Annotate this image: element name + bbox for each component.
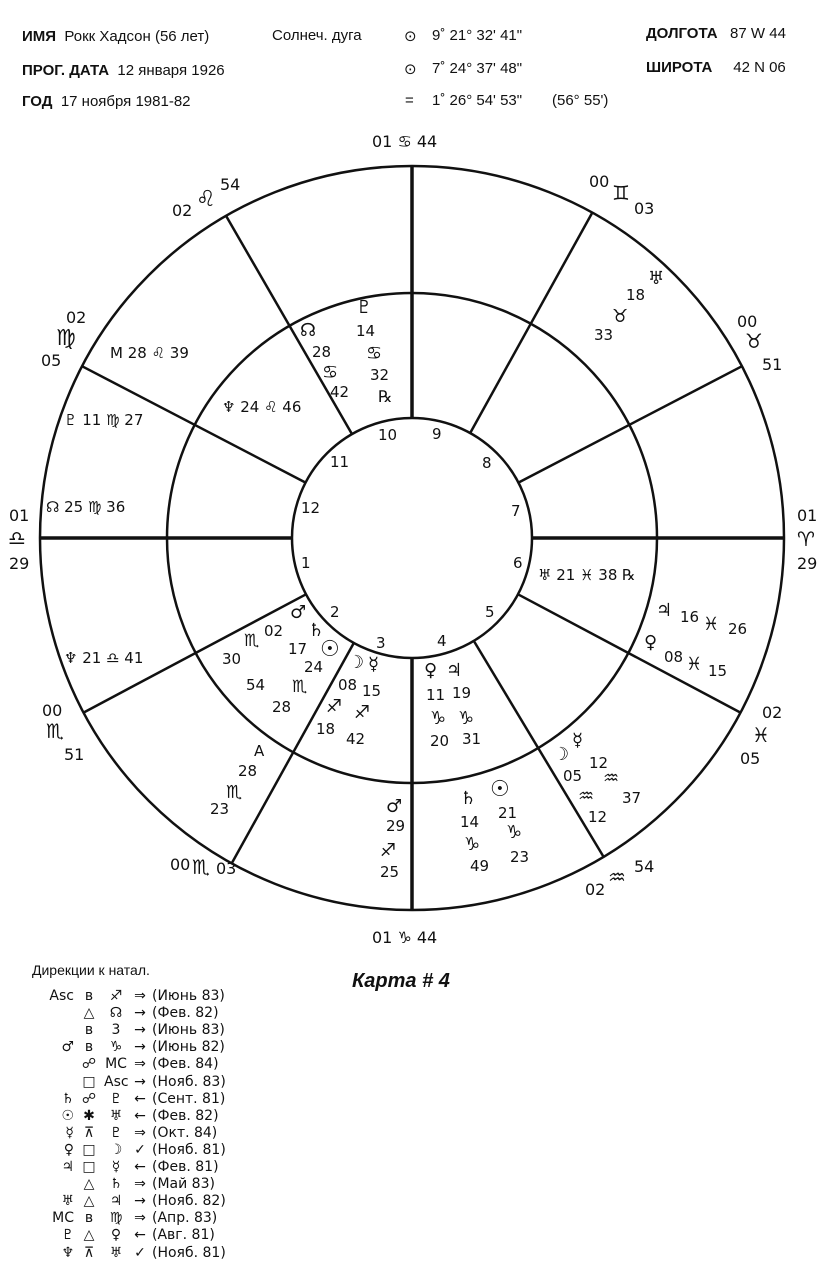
house-number-3: 3 [376,634,386,652]
outer-moon-degree: 05 [563,767,583,785]
outer-jupiter-sign-icon: ♓ [703,614,720,635]
direction-arrow: ← [134,1227,146,1244]
cusp-6-degree: 02 [762,703,783,722]
direction-aspect: ✱ [83,1107,95,1124]
direction-date: (Июнь 82) [152,1039,225,1056]
outer-sun-minute: 23 [510,848,530,866]
direction-arrow: ⇒ [134,1176,146,1193]
outer-taurus-icon: ♉ [612,306,629,327]
direction-target: ♅ [109,1244,123,1261]
natal-capricorn-icon-2: ♑ [458,708,475,729]
name-value: Рокк Хадсон (56 лет) [64,28,210,45]
cusp-line [470,213,592,433]
cusp-1-minute: 29 [9,554,30,573]
direction-planet: Asc [49,988,74,1004]
outer-sun-icon: ☉ [490,777,510,802]
cusp-8-sign-icon: ♉ [745,329,763,353]
inner-circle [292,418,532,658]
cusp-11-minute: 54 [220,175,241,194]
house-number-5: 5 [485,603,495,621]
direction-date: (Окт. 84) [152,1124,218,1141]
direction-target: ☽ [109,1141,123,1158]
direction-row [30,1142,226,1158]
outer-saturn-icon: ♄ [460,788,477,809]
direction-target: 3 [111,1022,121,1039]
direction-date: (Авг. 81) [152,1227,215,1244]
outer-venus-degree: 08 [664,648,684,666]
outer-asc-degree: 28 [238,762,258,780]
natal-pluto-retrograde: ℞ [378,387,393,406]
cusp-line [518,594,741,712]
outer-mars-minute: 25 [380,863,400,881]
direction-row [30,1056,219,1072]
house-number-11: 11 [330,453,350,471]
house-number-4: 4 [437,632,447,650]
cusp-8-degree: 00 [737,312,758,331]
natal-sagittarius-minute-2: 42 [346,730,366,748]
natal-pluto-sign-icon: ♋ [366,343,383,364]
cusp-11-sign-icon: ♌ [196,187,216,212]
natal-sagittarius-icon-2: ♐ [354,702,371,723]
cusp-7-degree: 01 [797,506,818,525]
direction-date: (Фев. 81) [152,1159,219,1175]
natal-uranus: ♅ 21 ♓ 38 ℞ [538,566,636,584]
middle-ring-planets [222,297,636,750]
prog-date-value: 12 января 1926 [117,62,225,79]
outer-saturn-minute: 49 [470,857,490,875]
cusp-11-degree: 02 [172,201,193,220]
direction-planet: ♂ [61,1039,74,1056]
direction-aspect: ☍ [81,1090,97,1107]
outer-ring-planets [46,268,747,881]
natal-scorpio-degree-2: 54 [246,676,266,694]
directions-title: Дирекции к натал. [32,962,150,978]
direction-aspect: ⊼ [83,1244,95,1261]
direction-date: (Фев. 82) [152,1005,219,1022]
direction-aspect: △ [83,1227,95,1244]
outer-asc-sign-icon: ♏ [226,782,243,803]
outer-mars-degree: 29 [386,817,406,835]
outer-mars-sign-icon: ♐ [380,840,397,861]
direction-date: (Фев. 84) [152,1056,219,1073]
natal-scorpio-degree: 30 [222,650,242,668]
direction-target: ☊ [109,1005,123,1022]
direction-target: ♍ [109,1210,123,1227]
outer-moon-icon: ☽ [553,744,570,765]
direction-row [30,1176,215,1192]
natal-mars-degree: 02 [264,622,284,640]
cusp-8-minute: 51 [762,355,783,374]
natal-venus-icon: ♀ [424,660,438,681]
house-number-7: 7 [511,502,521,520]
cusp-6-minute: 05 [740,749,761,768]
cusp-9-degree: 00 [589,172,610,191]
outer-venus-sign-icon: ♓ [686,654,703,675]
direction-planet: ♅ [61,1193,74,1210]
direction-planet: ♇ [61,1227,74,1244]
natal-sun-icon: ☉ [320,637,340,662]
cusp-9-minute: 03 [634,199,655,218]
natal-node-minute: 42 [330,383,350,401]
direction-target: Asc [104,1073,129,1090]
cusp-1-sign-icon: ♎ [8,526,26,550]
direction-target: ♇ [109,1090,123,1107]
house-number-12: 12 [301,499,321,517]
cusp-5-sign-icon: ♒ [608,865,626,889]
direction-date: (Май 83) [152,1176,215,1193]
year-value: 17 ноября 1981-82 [60,93,191,110]
outer-neptune: ♆ 21 ♎ 41 [64,649,144,667]
cusp-12-sign-icon: ♍ [56,326,76,351]
cusp-6-sign-icon: ♓ [752,723,770,747]
outer-jupiter-icon: ♃ [656,600,673,621]
outer-jupiter-minute: 26 [728,620,748,638]
equals-sign: = [405,92,414,109]
direction-row [30,1245,226,1261]
direction-target: ♃ [109,1193,123,1210]
direction-arrow: ✓ [134,1141,146,1158]
direction-date: (Нояб. 83) [152,1073,226,1090]
direction-arrow: → [134,1005,146,1022]
outer-aquarius-icon: ♒ [603,768,620,789]
cusp-9-sign-icon: ♊ [612,181,630,205]
outer-saturn-degree: 14 [460,813,480,831]
house-number-8: 8 [482,454,492,472]
chart-caption: Карта # 4 [352,970,450,992]
cusp-2-sign-icon: ♏ [46,719,64,743]
direction-planet: ☉ [61,1107,74,1124]
outer-aquarius-minute-2: 12 [588,808,608,826]
direction-target: ☿ [111,1159,121,1175]
natal-capricorn-minute-2: 31 [462,730,482,748]
direction-aspect: в [84,1039,94,1056]
outer-asc-minute: 23 [210,800,230,818]
direction-row [30,1159,219,1175]
direction-arrow: ⇒ [134,1056,146,1073]
direction-row [30,1039,225,1055]
direction-row [30,1108,219,1124]
direction-row [30,1125,217,1141]
direction-date: (Нояб. 81) [152,1244,226,1261]
natal-sagittarius-icon: ♐ [326,696,343,717]
outer-venus-icon: ♀ [644,632,658,653]
natal-scorpio-icon: ♏ [244,631,260,651]
direction-aspect: △ [83,1176,95,1193]
sun-prog-icon: ⊙ [404,28,417,45]
direction-arrow: ⇒ [134,1124,146,1141]
direction-planet: ♃ [61,1159,74,1175]
direction-date: (Апр. 83) [152,1210,218,1227]
cusp-7-sign-icon: ♈ [797,527,815,551]
sun-natal-icon: ⊙ [404,61,417,78]
outer-saturn-sign-icon: ♑ [464,834,481,855]
direction-aspect: в [84,1210,94,1227]
direction-aspect: ⊼ [83,1124,95,1141]
direction-aspect: в [84,1022,94,1039]
solar-arc-label: Солнеч. дуга [272,27,362,44]
outer-mercury-degree: 12 [589,754,609,772]
natal-node-icon: ☊ [300,320,316,341]
name-label: ИМЯ [22,28,57,45]
direction-aspect: □ [82,1073,96,1090]
outer-aquarius-minute: 37 [622,789,642,807]
house-cusp-lines [40,166,784,910]
direction-arrow: ✓ [134,1244,146,1261]
cusp-5-minute: 54 [634,857,655,876]
outer-asc-label: A [254,742,265,760]
longitude-value: 87 W 44 [730,25,786,42]
cusp-3-degree: 00 [170,855,191,874]
outer-uranus-icon: ♅ [648,268,665,289]
natal-mars-icon: ♂ [290,602,307,623]
natal-venus-degree: 11 [426,686,446,704]
direction-row [30,1210,217,1226]
direction-aspect: ☍ [81,1056,97,1073]
direction-date: (Сент. 81) [152,1090,226,1107]
outer-sun-sign-icon: ♑ [506,822,523,843]
direction-row [30,1074,226,1090]
outer-venus-minute: 15 [708,662,728,680]
cusp-7-minute: 29 [797,554,818,573]
natal-mercury-degree: 15 [362,682,382,700]
natal-moon-icon: ☽ [348,652,365,673]
house-number-9: 9 [432,425,442,443]
direction-arrow: → [134,1073,146,1090]
direction-target: ♑ [109,1039,123,1056]
direction-target: MC [105,1056,127,1073]
outer-uranus-minute: 33 [594,326,614,344]
natal-node-degree: 28 [312,343,332,361]
outer-mercury-icon: ☿ [572,730,584,751]
direction-planet: ♀ [63,1141,74,1158]
sun-prog-value: 9˚ 21° 32' 41" [432,27,523,44]
direction-arrow: ← [134,1159,146,1175]
outer-jupiter-degree: 16 [680,608,700,626]
direction-date: (Нояб. 81) [152,1141,226,1158]
direction-arrow: → [134,1039,146,1056]
direction-arrow: ← [134,1107,146,1124]
cusp-line [518,366,742,482]
natal-saturn-minute: 24 [304,658,324,676]
outer-node: ☊ 25 ♍ 36 [46,498,126,516]
natal-moon-degree: 08 [338,676,358,694]
natal-jupiter-degree: 19 [452,684,472,702]
natal-pluto-minute: 32 [370,366,390,384]
outer-uranus-degree: 18 [626,286,646,304]
direction-aspect: в [84,988,94,1004]
direction-aspect: □ [82,1159,96,1175]
natal-scorpio-minute-2: 28 [272,698,292,716]
direction-row [30,988,225,1004]
direction-target: ♄ [109,1176,123,1193]
cusp-4-label: 01 ♑ 44 [372,928,438,947]
direction-date: (Июнь 83) [152,988,225,1004]
direction-planet: ♄ [61,1090,74,1107]
direction-planet: MC [52,1210,74,1227]
direction-date: (Июнь 83) [152,1022,225,1039]
direction-arrow: ⇒ [134,1210,146,1227]
latitude-value: 42 N 06 [733,59,786,76]
solar-arc-value: 1˚ 26° 54' 53" [432,92,523,109]
natal-mercury-icon: ☿ [368,654,380,675]
house-numbers [301,425,523,652]
year-label: ГОД [22,93,53,110]
direction-arrow: → [134,1022,146,1039]
latitude-label: ШИРОТА [646,59,713,76]
direction-aspect: △ [83,1193,95,1210]
direction-row [30,1091,225,1107]
cusp-12-degree: 02 [66,308,87,327]
natal-saturn-degree: 17 [288,640,308,658]
cusp-line [474,641,604,857]
outer-mc: M 28 ♌ 39 [110,344,189,362]
prog-date-label: ПРОГ. ДАТА [22,62,110,79]
direction-target: ♀ [110,1227,122,1244]
direction-aspect: □ [82,1141,96,1158]
direction-date: (Фев. 82) [152,1107,219,1124]
house-number-10: 10 [378,426,398,444]
cusp-2-minute: 51 [64,745,85,764]
cusp-2-degree: 00 [42,701,63,720]
house-number-1: 1 [301,554,311,572]
natal-capricorn-minute: 20 [430,732,450,750]
natal-jupiter-icon: ♃ [446,660,463,681]
direction-arrow: ← [134,1090,146,1107]
direction-row [30,1005,219,1021]
cusp-3-sign-icon: ♏ [192,855,210,879]
cusp-5-degree: 02 [585,880,606,899]
sun-natal-value: 7˚ 24° 37' 48" [432,60,523,77]
cusp-3-minute: 03 [216,859,237,878]
direction-row [30,1193,226,1209]
outer-sun-degree: 21 [498,804,518,822]
natal-node-sign-icon: ♋ [322,362,339,383]
cusp-12-minute: 05 [41,351,62,370]
direction-date: (Нояб. 82) [152,1193,226,1210]
direction-planet: ☿ [65,1124,74,1141]
solar-arc-rounded: (56° 55') [552,92,609,109]
house-number-6: 6 [513,554,523,572]
natal-scorpio-icon-2: ♏ [292,677,308,697]
direction-arrow: → [134,1193,146,1210]
outer-mars-icon: ♂ [386,796,403,817]
direction-planet: ♆ [61,1244,74,1261]
direction-target: ♅ [109,1107,123,1124]
natal-capricorn-icon: ♑ [430,708,447,729]
natal-neptune: ♆ 24 ♌ 46 [222,398,302,416]
natal-pluto-degree: 14 [356,322,376,340]
natal-pluto-icon: ♇ [356,297,373,318]
natal-sagittarius-minute: 18 [316,720,336,738]
cusp-1-degree: 01 [9,506,30,525]
outer-pluto: ♇ 11 ♍ 27 [64,411,144,429]
natal-saturn-icon: ♄ [308,620,325,641]
direction-row [30,1227,215,1243]
cusp-10-label: 01 ♋ 44 [372,132,438,151]
longitude-label: ДОЛГОТА [646,25,718,42]
direction-arrow: ⇒ [134,988,146,1004]
direction-target: ♐ [109,988,123,1004]
house-number-2: 2 [330,603,340,621]
direction-target: ♇ [109,1124,123,1141]
outer-aquarius-icon-2: ♒ [578,786,595,807]
direction-row [30,1022,225,1038]
direction-aspect: △ [83,1005,95,1022]
